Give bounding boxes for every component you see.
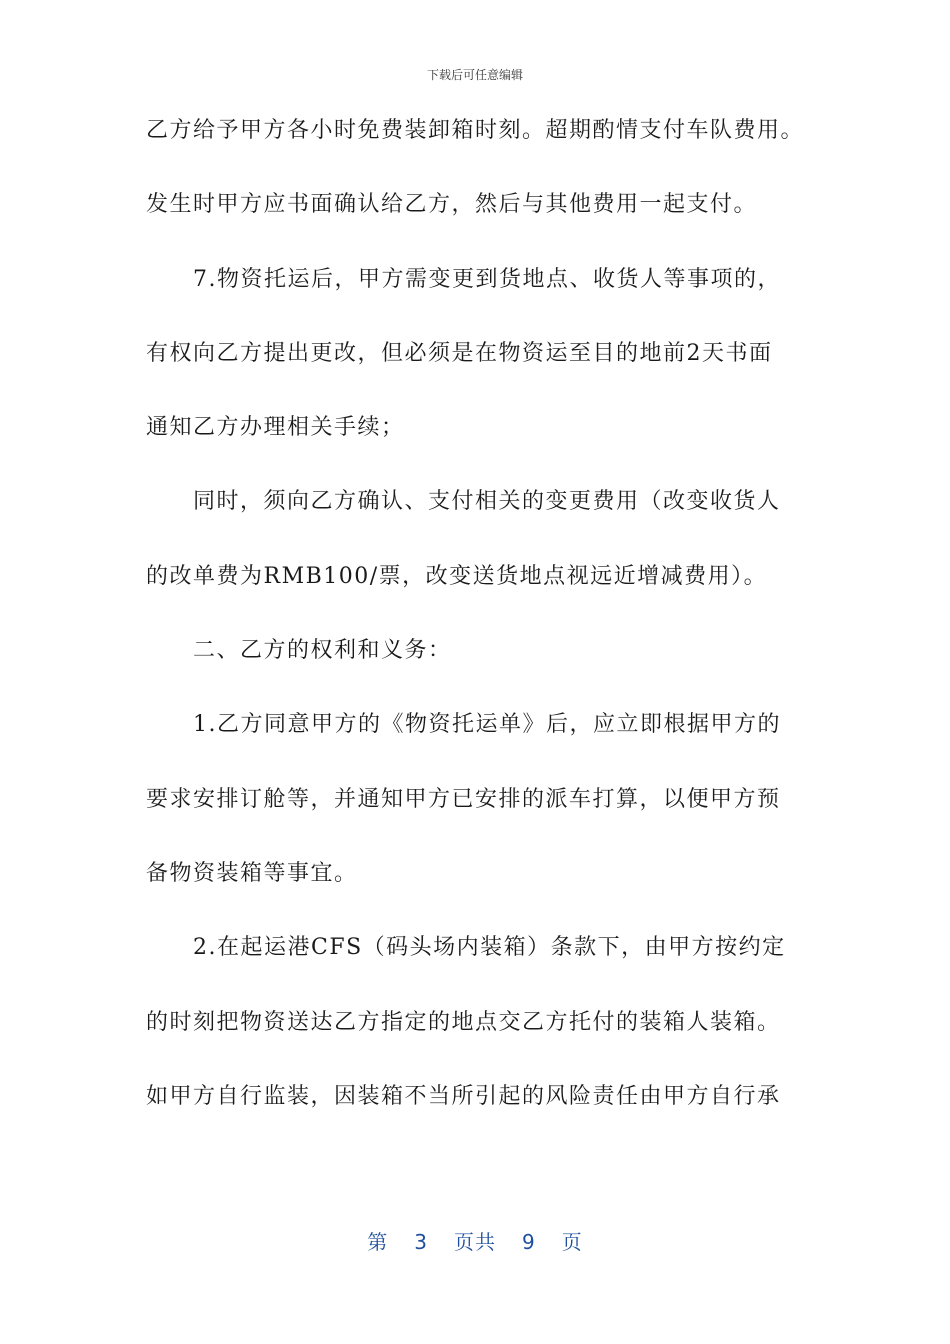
text-line-9: 1.乙方同意甲方的《物资托运单》后，应立即根据甲方的 (193, 712, 781, 738)
text-line-2: 发生时甲方应书面确认给乙方，然后与其他费用一起支付。 (146, 192, 758, 218)
section-heading: 二、乙方的权利和义务： (193, 638, 452, 664)
page-footer (0, 1226, 950, 1255)
text-line-3: 7.物资托运后，甲方需变更到货地点、收货人等事项的， (193, 266, 781, 292)
text-line-4: 有权向乙方提出更改，但必须是在物资运至目的地前2天书面 (146, 340, 773, 366)
text-line-5: 通知乙方办理相关手续； (146, 415, 405, 441)
text-line-7: 的改单费为RMB100/票，改变送货地点视远近增减费用）。 (146, 563, 768, 589)
footer-total-pages: 9 (522, 1230, 536, 1254)
footer-middle: 页共 (454, 1230, 496, 1254)
text-line-11: 备物资装箱等事宜。 (146, 860, 358, 886)
document-body (146, 118, 806, 1158)
text-line-12: 2.在起运港CFS（码头场内装箱）条款下，由甲方按约定 (193, 935, 786, 961)
footer-current-page: 3 (414, 1230, 428, 1254)
footer-prefix: 第 (367, 1230, 389, 1254)
text-line-6: 同时，须向乙方确认、支付相关的变更费用（改变收货人 (193, 489, 781, 515)
text-line-1: 乙方给予甲方各小时免费装卸箱时刻。超期酌情支付车队费用。 (146, 118, 805, 143)
text-line-13: 的时刻把物资送达乙方指定的地点交乙方托付的装箱人装箱。 (146, 1009, 781, 1035)
footer-suffix: 页 (561, 1230, 583, 1254)
text-line-10: 要求安排订舱等，并通知甲方已安排的派车打算，以便甲方预 (146, 786, 781, 812)
page-header: 下载后可任意编辑 (426, 68, 523, 82)
text-line-14: 如甲方自行监装，因装箱不当所引起的风险责任由甲方自行承 (146, 1083, 781, 1109)
